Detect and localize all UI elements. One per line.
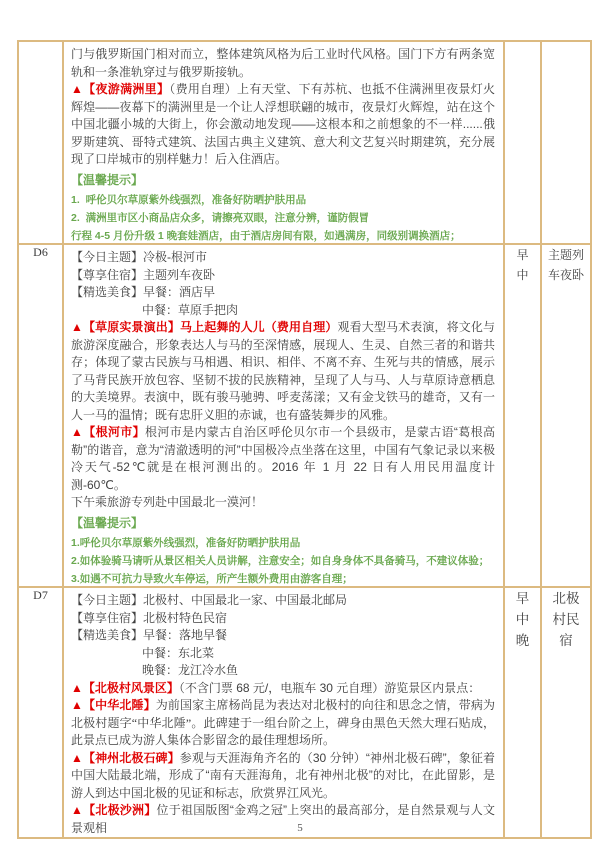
paragraph [71, 319, 495, 424]
stay-cell [541, 41, 591, 244]
table-row [18, 244, 591, 587]
tips-heading: 【温馨提示】 [71, 515, 144, 530]
text-segment: 参观与天涯海角齐名的（30 分钟）“神州北极石碑”，象征着中国大陆最北端，形成了“南有天涯海角，北有神州北极”的对比，在此留影，是游人到达中国北极的见证和标志，欣赏界江风光。 [71, 750, 495, 800]
text-segment: 为前国家主席杨尚昆为表达对北极村的向往和思念之情，带病为北极村题字“中华北陲”。此碑建于一组台阶之上，碑身由黑色天然大理石贴成，此景点已成为游人集体合影留念的最佳理想场所。 [71, 698, 495, 747]
text-segment: 门与俄罗斯国门相对而立，整体建筑风格为后工业时代风格。国门下方有两条宽轨和一条准轨穿过与俄罗斯接轨。 [71, 47, 495, 79]
text-segment: 1. 呼伦贝尔草原紫外线强烈，准备好防晒护肤用品 [71, 194, 307, 206]
paragraph [71, 680, 495, 698]
text-segment: 2. 满洲里市区小商品店众多，请擦亮双眼，注意分辨，谨防假冒 [71, 212, 370, 224]
highlight-heading: ▲【北极沙洲】 [71, 803, 157, 817]
text-segment: 2.如体验骑马请听从景区相关人员讲解，注意安全；如自身身体不具备骑马，不建议体验； [71, 555, 490, 567]
day-label-cell [18, 587, 63, 838]
day-content [64, 42, 503, 243]
highlight-heading: ▲【根河市】 [71, 425, 146, 439]
meals [505, 245, 540, 285]
paragraph [71, 81, 495, 169]
tips-heading: 【温馨提示】 [71, 172, 144, 187]
paragraph [71, 194, 495, 207]
stay-line: 北极 [552, 591, 580, 606]
paragraph [71, 610, 495, 628]
paragraph [71, 249, 495, 267]
page-number: 5 [297, 822, 303, 834]
day-content-cell [63, 244, 504, 587]
highlight-heading: ▲【夜游满洲里】 [71, 82, 170, 96]
stay [542, 588, 590, 651]
meal-char: 中 [516, 268, 529, 282]
day-content [64, 245, 503, 586]
paragraph [71, 284, 495, 302]
stay-cell [541, 244, 591, 587]
meals [505, 588, 540, 651]
table-row [18, 587, 591, 838]
table-row [18, 41, 591, 244]
text-segment: （费用自理）上有天堂、下有苏杭、也抵不住满洲里夜景灯火辉煌——夜幕下的满洲里是一个让人浮想联翩的城市，夜景灯火辉煌，站在这个中国北疆小城的大街上，你会激动地发现——这根本和之前想象的不一样......俄罗斯建筑、哥特式建筑、法国古典主义建筑、意大利文艺复兴时期建筑，充分展现了口岸城市的别样魅力！后入住酒店。 [71, 82, 495, 166]
itinerary-table [17, 40, 592, 839]
text-segment: 行程 4-5 月份升级 1 晚套娃酒店，由于酒店房间有限，如遇满房，同级别调换酒店； [71, 230, 461, 242]
text-segment: 位于祖国版图“金鸡之冠”上突出的最高部分，是自然景观与人文景观相 [71, 803, 495, 835]
paragraph [71, 267, 495, 285]
highlight-heading: ▲【草原实景演出】马上起舞的人儿（费用自理） [71, 320, 338, 334]
highlight-heading: ▲【北极村风景区】 [71, 680, 179, 695]
text-segment: 1.呼伦贝尔草原紫外线强烈，准备好防晒护肤用品 [71, 537, 301, 549]
paragraph [71, 627, 495, 645]
text-segment: 下午乘旅游专列赴中国最北一漠河！ [71, 495, 264, 509]
paragraph [71, 230, 495, 243]
paragraph [71, 645, 495, 663]
paragraph [71, 573, 495, 586]
text-segment: 【今日主题】北极村、中国最北一家、中国最北邮局 [71, 593, 348, 607]
highlight-heading: ▲【中华北陲】 [71, 698, 156, 712]
text-segment: 晚餐：龙江冷水鱼 [142, 663, 239, 677]
meals-cell [504, 244, 541, 587]
text-segment: 根河市是内蒙古自治区呼伦贝尔市一个县级市，是蒙古语“葛根高勒”的谐音，意为“清澈透明的河”中国极冷点坐落在这里，中国有气象记录以来极冷天气-52℃就是在根河测出的。2016 年 1 月 22 日有人用民用温度计测-60℃。 [71, 425, 495, 492]
stay-line: 宿 [559, 633, 573, 648]
text-segment: 中餐：草原手把肉 [142, 302, 239, 317]
meal-char: 中 [515, 612, 530, 627]
text-segment: 中餐：东北菜 [142, 645, 215, 660]
stay-line: 车夜卧 [547, 268, 584, 282]
paragraph [71, 662, 495, 680]
paragraph [71, 515, 495, 533]
text-segment: 【今日主题】冷极-根河市 [71, 250, 207, 264]
meals-cell [504, 587, 541, 838]
text-segment: 观看大型马术表演，将文化与旅游深度融合，形象表达人与马的至深情感，展现人、生灵、自然三者的和谐共存；体现了蒙古民族与马相遇、相识、相伴、不离不弃、生死与共的情感，展示了马背民族开放包容、坚韧不拔的民族精神，呈现了人与马、人与草原诗意栖息的大美境界。表演中，既有骏马驰骋、呼麦荡漾；又有金戈铁马的雄奇，又有一人一马的温情；既有忠肝义胆的赤诚，也有盛装舞步的风雅。 [71, 320, 495, 422]
day-label: D6 [33, 245, 48, 259]
stay-cell [541, 587, 591, 838]
stay [542, 245, 590, 285]
text-segment: 【尊享住宿】主题列车夜卧 [71, 267, 216, 282]
text-segment: 3.如遇不可抗力导致火车停运，所产生额外费用由游客自理； [71, 573, 353, 585]
paragraph [71, 302, 495, 320]
day-label-cell [18, 244, 63, 587]
stay-line: 主题列 [547, 248, 584, 262]
paragraph [71, 494, 495, 512]
paragraph [71, 424, 495, 494]
paragraph [71, 592, 495, 610]
highlight-heading: ▲【神州北极石碑】 [71, 750, 180, 765]
text-segment: 【精选美食】早餐：酒店早 [71, 285, 216, 299]
paragraph [71, 555, 495, 568]
day-label: D7 [33, 588, 48, 602]
meal-char: 晚 [515, 633, 530, 648]
stay-line: 村民 [552, 612, 580, 627]
day-content-cell [63, 587, 504, 838]
paragraph [71, 172, 495, 190]
meal-char: 早 [515, 591, 530, 606]
paragraph [71, 537, 495, 550]
paragraph [71, 750, 495, 803]
day-content [64, 588, 503, 837]
text-segment: 【尊享住宿】北极村特色民宿 [71, 610, 228, 625]
day-label-cell [18, 41, 63, 244]
meals-cell [504, 41, 541, 244]
text-segment: 【精选美食】早餐：落地早餐 [71, 628, 228, 642]
day-content-cell [63, 41, 504, 244]
text-segment: （不含门票 68 元/，电瓶车 30 元自理）游览景区内景点： [178, 680, 481, 695]
paragraph [71, 46, 495, 81]
paragraph [71, 212, 495, 225]
paragraph [71, 697, 495, 750]
meal-char: 早 [516, 248, 529, 262]
